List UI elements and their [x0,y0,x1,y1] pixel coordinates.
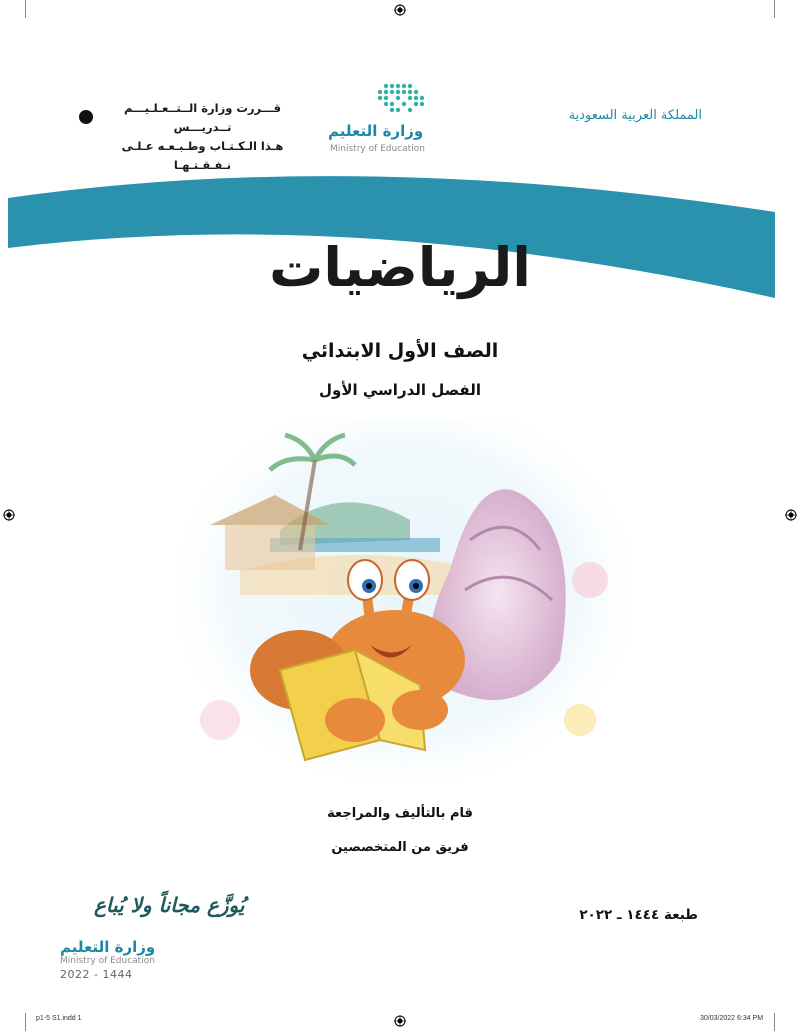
registration-mark-icon [785,509,797,521]
crop-mark [774,0,775,18]
book-title: الرياضيات [269,236,531,299]
approval-line: هـذا الـكـتـاب وطـبـعـه عـلـى نـفـقـتـهـا [121,139,284,172]
print-year: 2022 - 1444 [60,968,133,981]
bullet-dot [79,110,93,124]
edition-label: طبعة ١٤٤٤ ـ ٢٠٢٢ [579,907,698,923]
slug-filename: p1-5 S1.indd 1 [36,1015,82,1022]
hermit-crab-illustration [180,420,630,800]
registration-mark-icon [394,1015,406,1027]
crop-mark [774,1013,775,1031]
crop-mark [25,0,26,18]
grade-label: الصف الأول الابتدائي [301,340,499,362]
slug-timestamp: 30/03/2022 6:34 PM [700,1015,764,1022]
registration-mark-icon [394,4,406,16]
authored-by-label: قام بالتأليف والمراجعة [327,806,473,821]
free-distribution-notice: يُوزَّع مجاناً ولا يُباع [94,893,245,917]
semester-label: الفصل الدراسي الأول [319,381,481,399]
ministry-name-en: Ministry of Education [60,956,155,966]
registration-mark-icon [3,509,15,521]
approval-line: قـــررت وزارة الــتــعـلـيـــم تــدريـــس [123,101,281,134]
kingdom-name: المملكة العربية السعودية [568,108,702,123]
crop-mark [25,1013,26,1031]
ministry-name-ar: وزارة التعليم [60,938,156,956]
author-team: فريق من المتخصصين [331,840,469,855]
ministry-name-en: Ministry of Education [330,144,425,154]
ministry-name-ar: وزارة التعليم [328,122,424,140]
